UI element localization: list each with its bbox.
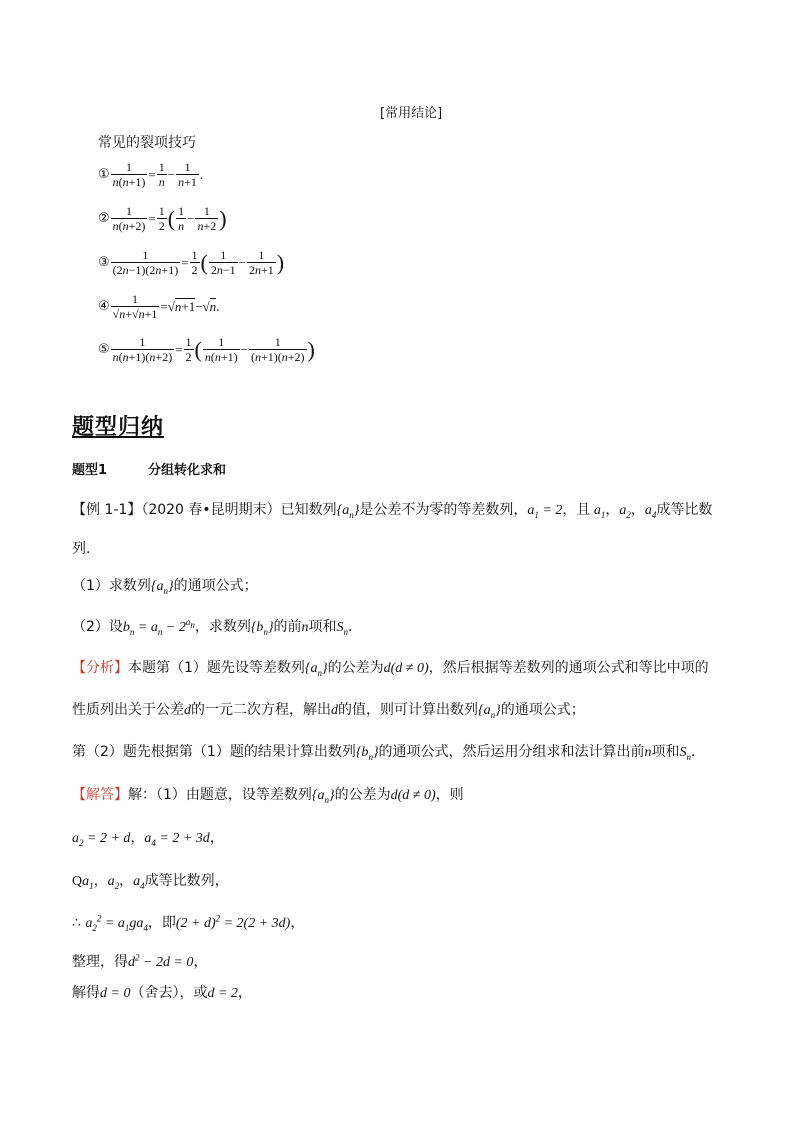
marker-1: ① bbox=[98, 167, 110, 182]
analysis-line-1: 【分析】本题第（1）题先设等差数列$\{a_n\}$的公差为d(d ≠ 0)，然后根据等差数列的通项公式和等比中项的 bbox=[72, 660, 709, 678]
formula-3: ③ $\frac{1}{(2n-1)(2n+1)}$ = $\frac{1}{2}$ ( $\frac{1}{2n-1}$ − $\frac{1}{2n+1}$ ) bbox=[98, 248, 285, 277]
formula-2: ② $\frac{1}{n(n+2)}$ = $\frac{1}{2}$ ( $\frac{1}{n}$ − $\frac{1}{n+2}$ ) bbox=[98, 204, 227, 233]
answer-line-1: 【解答】解：（1）由题意，设等差数列$\{a_n\}$的公差为d(d ≠ 0)，则 bbox=[72, 787, 464, 805]
marker-4: ④ bbox=[98, 299, 110, 314]
type-label: 题型1 bbox=[72, 463, 108, 478]
answer-line-2: $a_2 = 2 + d$，$a_4 = 2 + 3d$， bbox=[72, 830, 224, 848]
analysis-line-2: 性质列出关于公差d的一元二次方程，解出d的值，则可计算出数列$\{a_n\}$的通项公式； bbox=[72, 702, 585, 720]
question-1: （1）求数列$\{a_n\}$的通项公式； bbox=[72, 578, 258, 596]
formula-4: ④ $\frac{1}{√n+√n+1}$ =√n+1−√n. bbox=[98, 292, 220, 321]
marker-3: ③ bbox=[98, 255, 110, 270]
example-stem-cont: 列． bbox=[72, 541, 100, 557]
type-name: 分组转化求和 bbox=[148, 463, 227, 478]
example-tag: 【例 1-1】 bbox=[72, 502, 142, 518]
answer-tag: 【解答】 bbox=[72, 787, 128, 803]
analysis-tag: 【分析】 bbox=[72, 660, 128, 676]
answer-line-5: 整理，得$d^2 - 2d = 0$， bbox=[72, 952, 208, 970]
answer-line-3: $Qa_1$，$a_2$，$a_4$成等比数列， bbox=[72, 873, 229, 891]
analysis-line-3: 第（2）题先根据第（1）题的结果计算出数列$\{b_n\}$的通项公式，然后运用分组求和法计算出前n项和$S_n$． bbox=[72, 744, 706, 762]
marker-5: ⑤ bbox=[98, 342, 110, 357]
answer-line-4: ∴ $a_2^2 = a_1ga_4$，即$(2 + d)^2 = 2(2 + 3d)$， bbox=[72, 913, 305, 933]
question-2: （2）设$b_n = a_n - 2^{a_n}$，求数列$\{b_n\}$的前n项和$S_n$． bbox=[72, 617, 363, 637]
formula-1: ① $\frac{1}{n(n+1)}$ = $\frac{1}{n}$ − $\frac{1}{n+1}$ . bbox=[98, 160, 204, 189]
conclusion-subtitle: 常见的裂项技巧 bbox=[98, 135, 196, 151]
answer-line-6: 解得d = 0（舍去），或d = 2， bbox=[72, 985, 252, 1001]
section-heading: 题型归纳 bbox=[72, 415, 165, 440]
conclusion-title: [常用结论] bbox=[380, 106, 443, 121]
formula-5: ⑤ $\frac{1}{n(n+1)(n+2)}$ = $\frac{1}{2}$ ( $\frac{1}{n(n+1)}$ − $\frac{1}{(n+1)(n+2)}$ ) bbox=[98, 335, 315, 364]
example-stem: 【例 1-1】（2020 春•昆明期末）已知数列$\{a_n\}$是公差不为零的等差数列，$a_1 = 2$，且 $a_1$，$a_2$，$a_4$成等比数 bbox=[72, 502, 713, 520]
marker-2: ② bbox=[98, 211, 110, 226]
